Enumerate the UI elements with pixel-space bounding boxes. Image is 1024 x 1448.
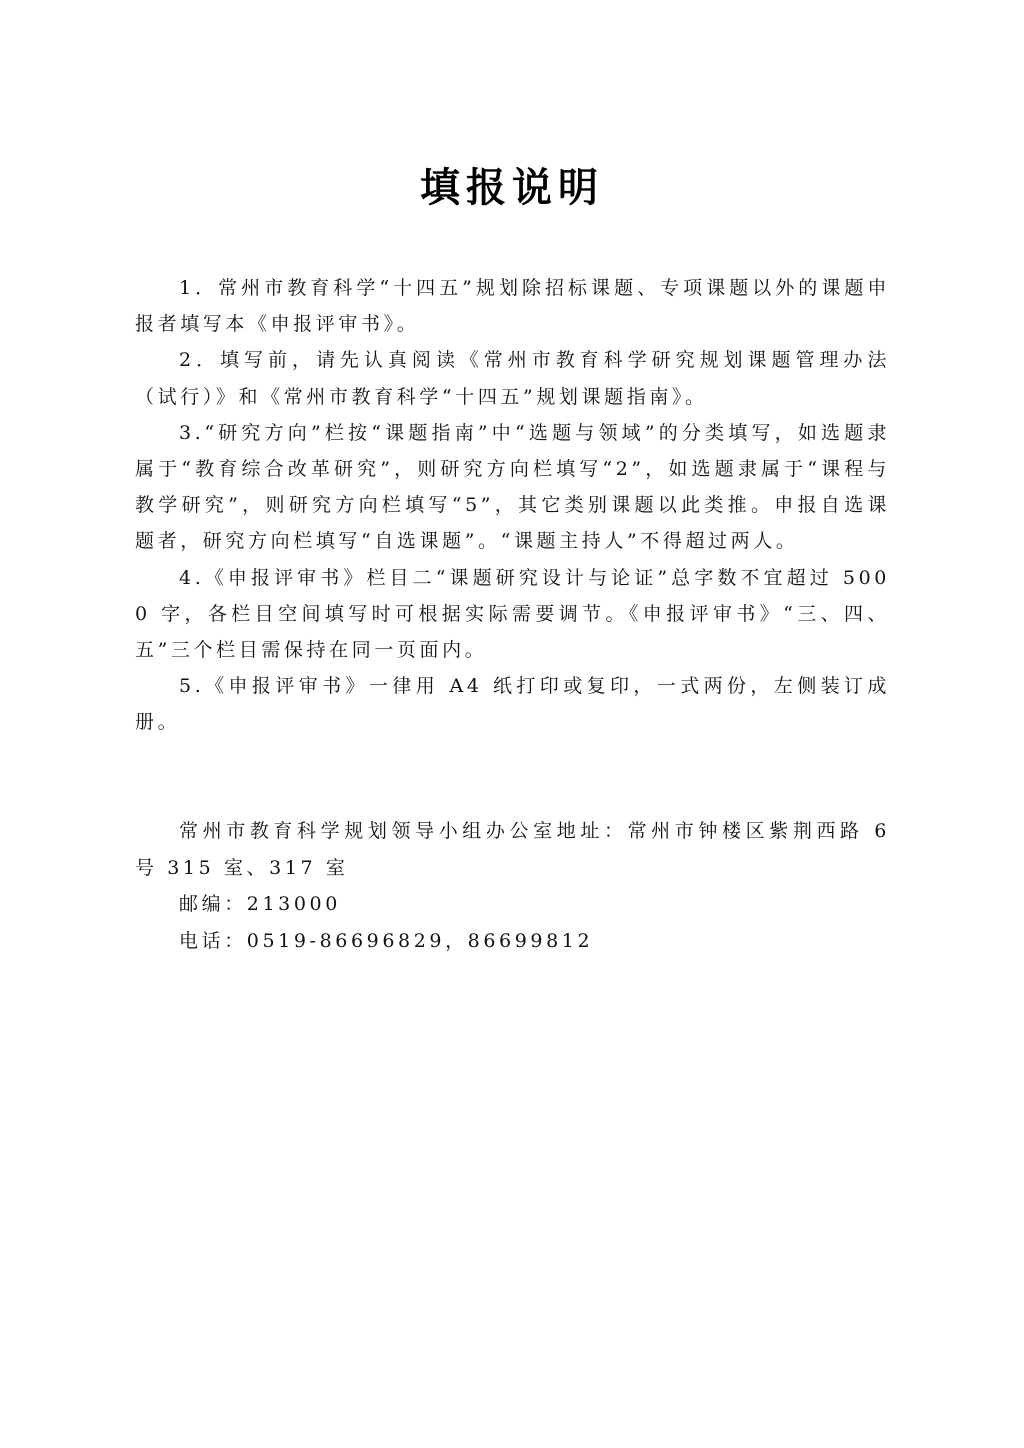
instruction-item-3: 3.“研究方向”栏按“课题指南”中“选题与领域”的分类填写，如选题隶属于“教育综合改革研究”，则研究方向栏填写“2”，如选题隶属于“课程与教学研究”，则研究方向栏填写“5”，其它类别课题以此类推。申报自选课题者，研究方向栏填写“自选课题”。“课题主持人”不得超过两人。 [135, 421, 890, 553]
instruction-item-5: 5.《申报评审书》一律用 A4 纸打印或复印，一式两份，左侧装订成册。 [135, 675, 890, 734]
contact-block [135, 813, 890, 959]
postcode: 邮编：213000 [179, 893, 341, 915]
office-address: 常州市教育科学规划领导小组办公室地址：常州市钟楼区紫荆西路 6 号 315 室、317 室 [135, 820, 890, 879]
instructions-list [135, 270, 890, 741]
instruction-item-2: 2．填写前，请先认真阅读《常州市教育科学研究规划课题管理办法（试行）》和《常州市教育科学“十四五”规划课题指南》。 [135, 349, 890, 408]
instruction-item-1: 1．常州市教育科学“十四五”规划除招标课题、专项课题以外的课题申报者填写本《申报评审书》。 [135, 277, 890, 336]
page-title: 填报说明 [420, 165, 604, 211]
instruction-item-4: 4.《申报评审书》栏目二“课题研究设计与论证”总字数不宜超过 5000 字，各栏目空间填写时可根据实际需要调节。《申报评审书》“三、四、五”三个栏目需保持在同一页面内。 [135, 566, 890, 662]
phone-number: 电话：0519-86696829，86699812 [179, 929, 594, 952]
